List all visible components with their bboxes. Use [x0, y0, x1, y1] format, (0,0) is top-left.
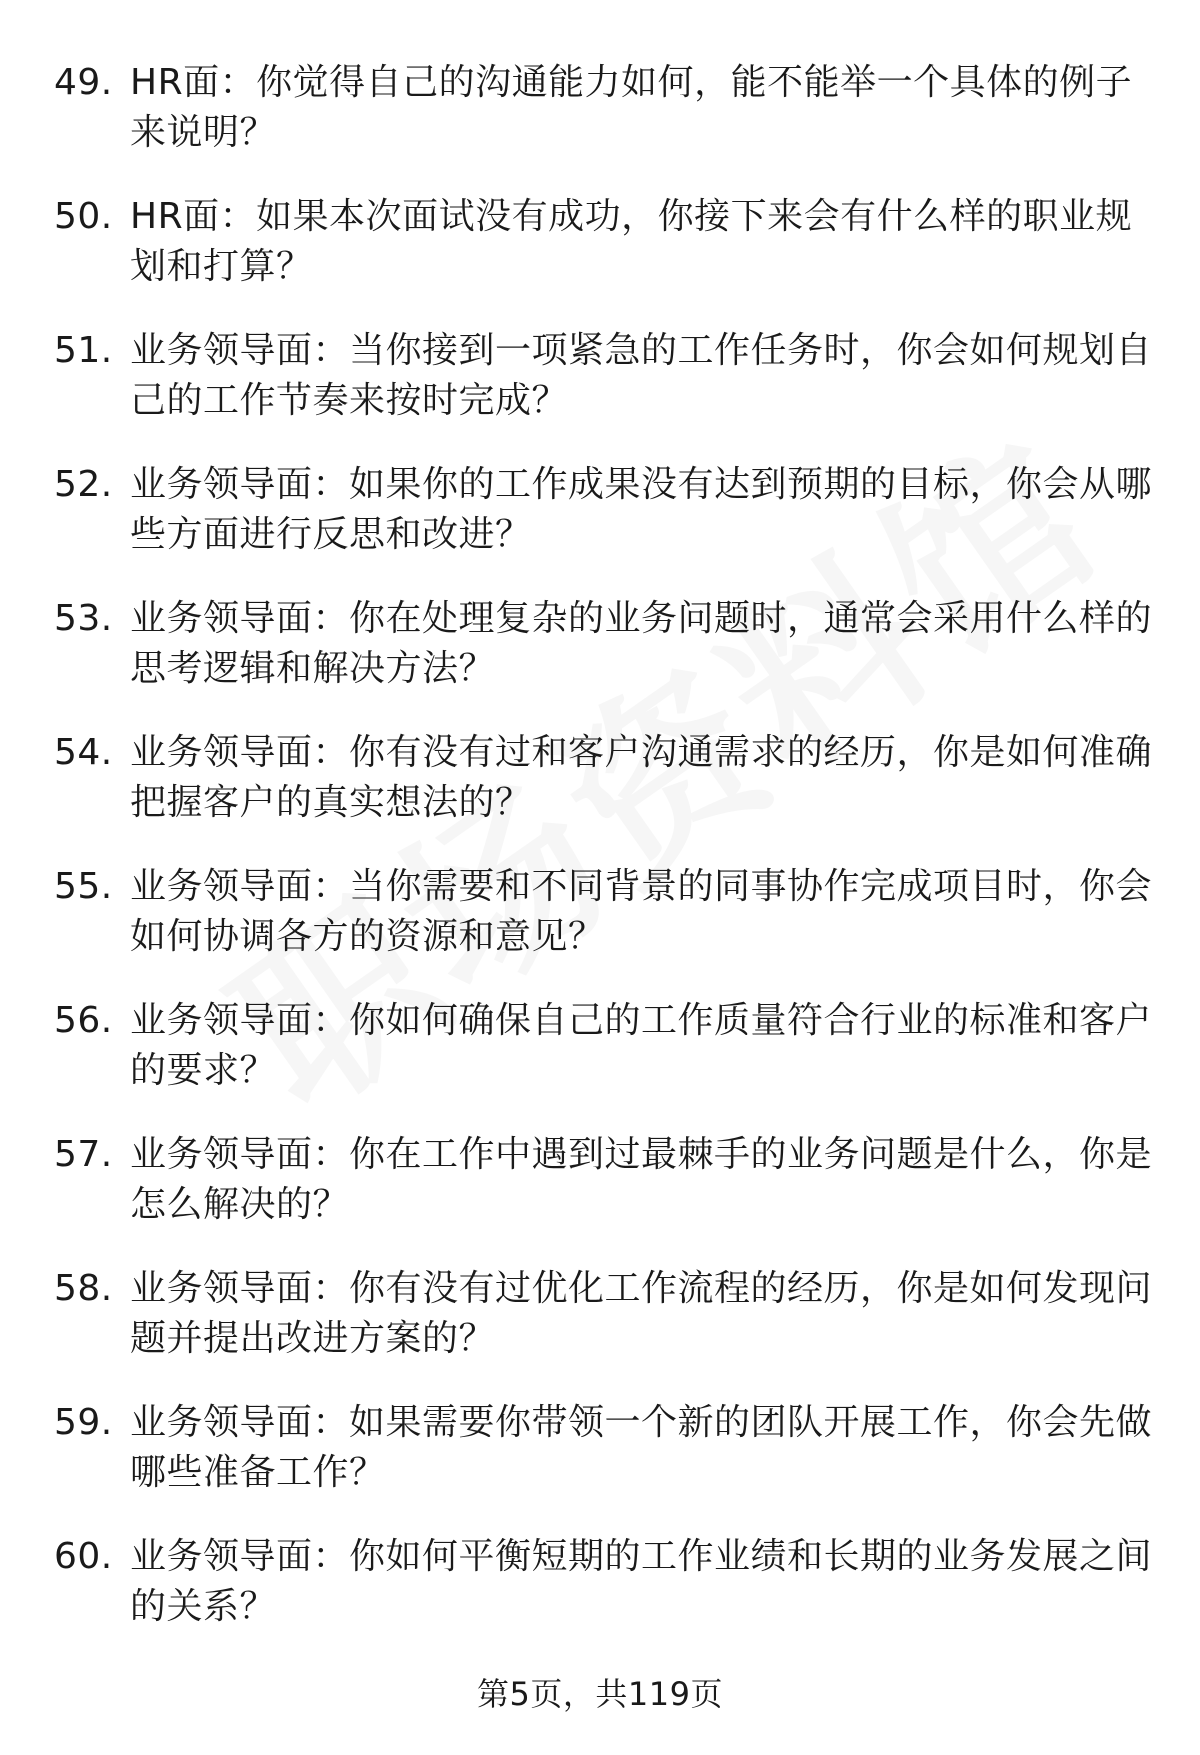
page-number-footer: 第5页，共119页: [477, 1675, 723, 1713]
question-item: [50, 460, 1160, 560]
question-text: 业务领导面：你如何确保自己的工作质量符合行业的标准和客户的要求？: [130, 1000, 1153, 1091]
question-text: 业务领导面：你有没有过优化工作流程的经历，你是如何发现问题并提出改进方案的？: [130, 1268, 1153, 1359]
question-number: 52.: [54, 464, 113, 505]
question-number: 60.: [54, 1536, 113, 1577]
question-number: 57.: [54, 1134, 113, 1175]
question-number: 53.: [54, 598, 113, 639]
question-list: [50, 58, 1160, 1666]
question-item: [50, 862, 1160, 962]
question-number: 54.: [54, 732, 113, 773]
question-item: [50, 728, 1160, 828]
question-item: [50, 594, 1160, 694]
question-number: 50.: [54, 196, 113, 237]
question-item: [50, 192, 1160, 292]
question-item: [50, 58, 1160, 158]
question-item: [50, 326, 1160, 426]
question-text: HR面：你觉得自己的沟通能力如何，能不能举一个具体的例子来说明？: [130, 62, 1133, 153]
question-number: 51.: [54, 330, 113, 371]
question-item: [50, 1130, 1160, 1230]
question-text: 业务领导面：你有没有过和客户沟通需求的经历，你是如何准确把握客户的真实想法的？: [130, 732, 1153, 823]
question-text: 业务领导面：你在工作中遇到过最棘手的业务问题是什么，你是怎么解决的？: [130, 1134, 1153, 1225]
question-text: 业务领导面：如果需要你带领一个新的团队开展工作，你会先做哪些准备工作？: [130, 1402, 1153, 1493]
question-item: [50, 1264, 1160, 1364]
question-number: 56.: [54, 1000, 113, 1041]
question-text: 业务领导面：当你需要和不同背景的同事协作完成项目时，你会如何协调各方的资源和意见？: [130, 866, 1153, 957]
question-item: [50, 996, 1160, 1096]
question-number: 58.: [54, 1268, 113, 1309]
question-text: 业务领导面：当你接到一项紧急的工作任务时，你会如何规划自己的工作节奏来按时完成？: [130, 330, 1153, 421]
question-text: HR面：如果本次面试没有成功，你接下来会有什么样的职业规划和打算？: [130, 196, 1133, 287]
question-text: 业务领导面：如果你的工作成果没有达到预期的目标，你会从哪些方面进行反思和改进？: [130, 464, 1153, 555]
question-number: 55.: [54, 866, 113, 907]
question-text: 业务领导面：你在处理复杂的业务问题时，通常会采用什么样的思考逻辑和解决方法？: [130, 598, 1153, 689]
question-number: 49.: [54, 62, 113, 103]
question-item: [50, 1532, 1160, 1632]
question-item: [50, 1398, 1160, 1498]
question-number: 59.: [54, 1402, 113, 1443]
question-text: 业务领导面：你如何平衡短期的工作业绩和长期的业务发展之间的关系？: [130, 1536, 1153, 1627]
